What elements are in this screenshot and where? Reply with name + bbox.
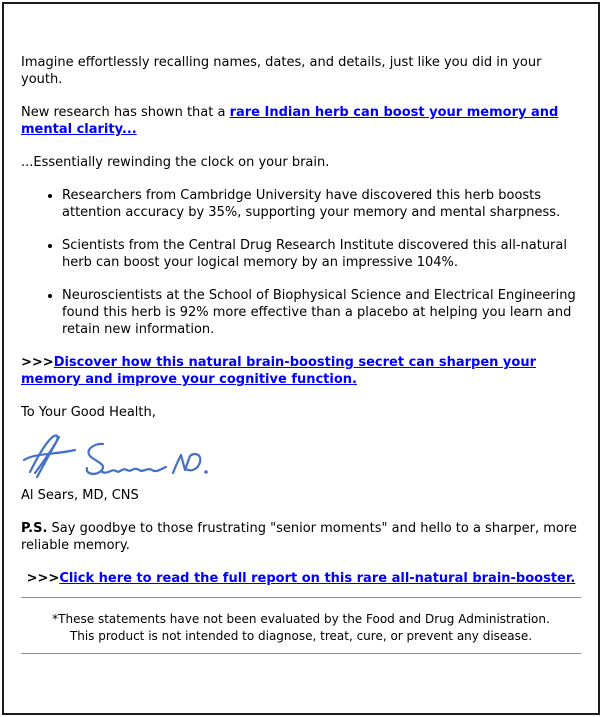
cta-full-report-arrows: >>> [26, 571, 60, 586]
cta-full-report [21, 570, 581, 587]
email-body-frame [2, 2, 600, 715]
ps-paragraph [21, 520, 581, 554]
fda-disclaimer [21, 611, 581, 645]
fda-disclaimer-line2: This product is not intended to diagnose, treat, cure, or prevent any disease. [69, 629, 533, 643]
signature-name: Al Sears, MD, CNS [21, 488, 139, 503]
intro-paragraph: Imagine effortlessly recalling names, dates, and details, just like you did in your youth. [21, 55, 542, 87]
research-paragraph [21, 104, 581, 138]
bullet-cambridge: • Researchers from Cambridge University have discovered this herb boosts attention accuracy by 35%, supporting your memory and mental sharpness. [62, 187, 581, 221]
full-report-link[interactable]: Click here to read the full report on this rare all-natural brain-booster. [59, 571, 576, 586]
rare-indian-herb-link[interactable]: rare Indian herb can boost your memory and mental clarity... [21, 105, 559, 137]
ps-text: Say goodbye to those frustrating "senior moments" and hello to a sharper, more reliable memory. [21, 521, 577, 553]
cta-discover [21, 354, 581, 388]
discover-secret-link[interactable]: Discover how this natural brain-boosting secret can sharpen your memory and improve your cognitive function. [21, 355, 537, 387]
fda-disclaimer-line1: *These statements have not been evaluated by the Food and Drug Administration. [52, 612, 550, 626]
bullet-neuroscientists: • Neuroscientists at the School of Biophysical Science and Electrical Engineering found this herb is 92% more effective than a placebo at helping you learn and retain new information. [62, 287, 581, 338]
rewind-paragraph: ...Essentially rewinding the clock on your brain. [21, 155, 330, 170]
research-bullet-list [21, 187, 581, 338]
signoff-line: To Your Good Health, [21, 405, 156, 420]
research-paragraph-prefix: New research has shown that a [21, 105, 230, 120]
signature-block [23, 431, 581, 479]
ps-label: P.S. [21, 521, 48, 536]
cta-discover-arrows: >>> [21, 355, 54, 370]
al-sears-signature-icon [23, 431, 208, 479]
bullet-central-drug-institute: • Scientists from the Central Drug Research Institute discovered this all-natural herb can boost your logical memory by an impressive 104%. [62, 237, 581, 271]
divider-bottom [21, 653, 581, 654]
divider-top [21, 597, 581, 598]
